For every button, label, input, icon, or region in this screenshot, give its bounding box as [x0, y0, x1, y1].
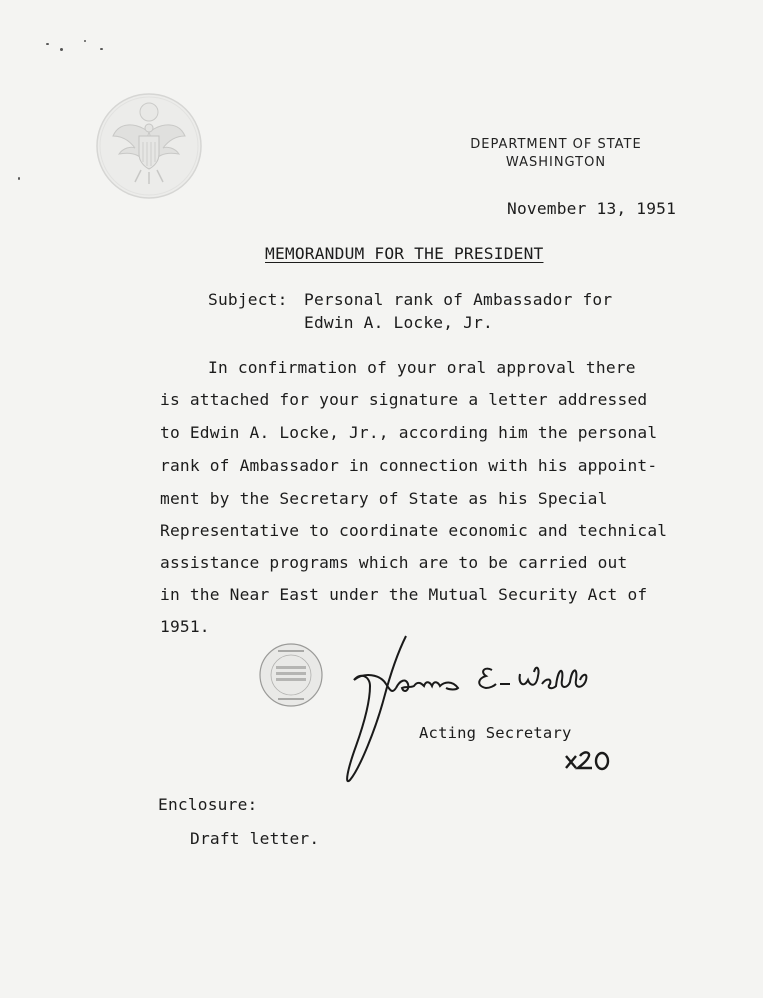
handwritten-note: [562, 744, 614, 774]
body-line: is attached for your signature a letter addressed: [160, 390, 648, 409]
paper-speck: [46, 43, 49, 45]
memo-title: MEMORANDUM FOR THE PRESIDENT: [265, 244, 544, 263]
enclosure-item: Draft letter.: [190, 829, 320, 848]
body-line: In confirmation of your oral approval there: [208, 358, 636, 377]
body-line: 1951.: [160, 617, 210, 636]
letterhead-city: WASHINGTON: [505, 155, 607, 170]
body-line: assistance programs which are to be carried out: [160, 553, 628, 572]
enclosure-label: Enclosure:: [158, 795, 258, 814]
body-line: to Edwin A. Locke, Jr., according him the personal: [160, 423, 658, 442]
paper-speck: [60, 48, 63, 51]
paper-speck: [84, 40, 86, 42]
great-seal-embossed-icon: [95, 92, 203, 200]
signature-title: Acting Secretary: [419, 724, 572, 742]
memo-date: November 13, 1951: [507, 199, 677, 218]
body-line: ment by the Secretary of State as his Special: [160, 489, 608, 508]
body-line: Representative to coordinate economic and technical: [160, 521, 668, 540]
subject-line-1: Personal rank of Ambassador for: [304, 290, 613, 309]
paper-speck: [100, 48, 103, 50]
body-line: in the Near East under the Mutual Security Act of: [160, 585, 648, 604]
letterhead-department: DEPARTMENT OF STATE: [470, 137, 642, 152]
body-line: rank of Ambassador in connection with his appoint-: [160, 456, 658, 475]
subject-label: Subject:: [208, 290, 288, 309]
archive-stamp-icon: [258, 642, 324, 708]
paper-speck: [18, 177, 20, 180]
subject-line-2: Edwin A. Locke, Jr.: [304, 313, 493, 332]
